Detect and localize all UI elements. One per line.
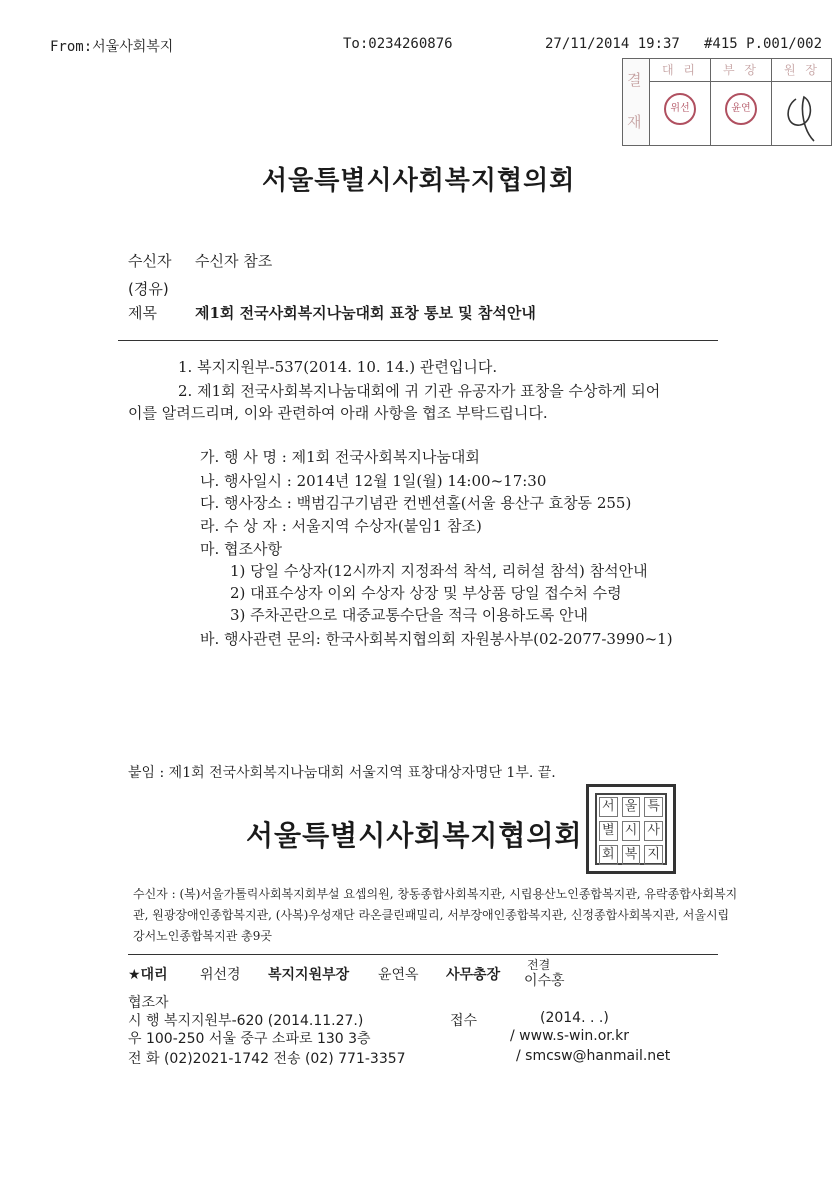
body-paragraph-2-line-1: 2. 제1회 전국사회복지나눔대회에 귀 기관 유공자가 표창을 수상하게 되어 [178,382,661,400]
official-seal [586,784,676,874]
footer-cooperator: 협조자 [128,995,169,1011]
approval-stamp: 위선 [664,93,696,125]
list-item: 마. 협조사항 [200,540,282,558]
divider [118,340,718,341]
list-item: 나. 행사일시 : 2014년 12월 1일(월) 14:00~17:30 [200,472,547,490]
staff-name-2: 윤연옥 [378,967,419,983]
footer-receipt-value: (2014. . .) [540,1010,609,1026]
footer-enforce: 시 행 복지지원부-620 (2014.11.27.) [128,1013,364,1029]
footer-address: 우 100-250 서울 중구 소파로 130 3층 [128,1031,371,1047]
body-paragraph-2-line-2: 이를 알려드리며, 이와 관련하여 아래 사항을 협조 부탁드립니다. [128,404,548,422]
subject-value: 제1회 전국사회복지나눔대회 표창 통보 및 참석안내 [195,304,536,322]
seal-char: 지 [644,845,663,865]
sub-list-item: 2) 대표수상자 이외 수상자 상장 및 부상품 당일 접수처 수령 [230,584,622,602]
approval-box [622,58,832,146]
via-label: (경유) [128,280,169,298]
approval-col-head: 대 리 [650,59,710,82]
footer-email: / smcsw@hanmail.net [516,1048,671,1064]
approval-col-president [772,59,832,145]
footer-phone: 전 화 (02)2021-1742 전송 (02) 771-3357 [128,1051,406,1067]
approval-col-head: 원 장 [772,59,832,82]
staff-role-1: ★대리 [128,967,168,983]
approval-col-head: 부 장 [711,59,771,82]
seal-char: 시 [622,821,641,841]
staff-approval-note: 전결 [527,958,551,972]
list-item: 가. 행 사 명 : 제1회 전국사회복지나눔대회 [200,448,480,466]
approval-side [623,59,650,145]
sub-list-item: 3) 주차곤란으로 대중교통수단을 적극 이용하도록 안내 [230,606,589,624]
approval-side-label-2: 재 [627,113,642,131]
fax-datetime: 27/11/2014 19:37 [545,36,680,52]
approval-col-assistant-manager [650,59,711,145]
staff-name-1: 위선경 [200,967,241,983]
signature-org-title: 서울특별시사회복지협의회 [246,819,583,852]
staff-name-3: 이수홍 [524,973,565,989]
page-title: 서울특별시사회복지협의회 [262,166,576,196]
subject-label: 제목 [128,304,157,322]
recipients-list: 수신자 : (복)서울가톨릭사회복지회부설 요셉의원, 창동종합사회복지관, 시립용산노인종합복지관, 유락종합사회복지관, 원광장애인종합복지관, (사복)우성재단 라온클린패밀리, 서부장애인종합복지관, 신정종합사회복지관, 서울시립강서노인종합복지관 총9곳 [133,887,738,943]
list-item: 다. 행사장소 : 백범김구기념관 컨벤션홀(서울 용산구 효창동 255) [200,494,632,512]
seal-char: 복 [622,845,641,865]
footer-receipt-label: 접수 [450,1013,478,1029]
approval-stamp: 윤연 [725,93,757,125]
sub-list-item: 1) 당일 수상자(12시까지 지정좌석 착석, 리허설 참석) 참석안내 [230,562,648,580]
seal-char: 회 [599,845,618,865]
seal-grid [595,793,667,865]
fax-page: #415 P.001/002 [704,36,823,52]
body-paragraph-1: 1. 복지지원부-537(2014. 10. 14.) 관련입니다. [178,358,498,376]
seal-char: 특 [644,797,663,817]
seal-char: 서 [599,797,618,817]
handwritten-signature [774,81,832,145]
attachment-line: 붙임 : 제1회 전국사회복지나눔대회 서울지역 표창대상자명단 1부. 끝. [128,765,556,781]
staff-role-3: 사무총장 [446,967,501,983]
approval-side-label-1: 결 [627,71,642,89]
list-item: 라. 수 상 자 : 서울지역 수상자(붙임1 참조) [200,517,482,535]
divider [128,954,718,955]
recipient-value: 수신자 참조 [195,252,273,270]
list-item: 바. 행사관련 문의: 한국사회복지협의회 자원봉사부(02-2077-3990~1) [200,630,673,648]
seal-char: 울 [622,797,641,817]
fax-from: From:서울사회복지 [50,39,174,55]
approval-col-director [711,59,772,145]
staff-role-2: 복지지원부장 [268,967,350,983]
seal-char: 사 [644,821,663,841]
fax-to: To:0234260876 [343,36,453,52]
recipient-label: 수신자 [128,252,172,270]
seal-char: 별 [599,821,618,841]
footer-website: / www.s-win.or.kr [510,1028,630,1044]
